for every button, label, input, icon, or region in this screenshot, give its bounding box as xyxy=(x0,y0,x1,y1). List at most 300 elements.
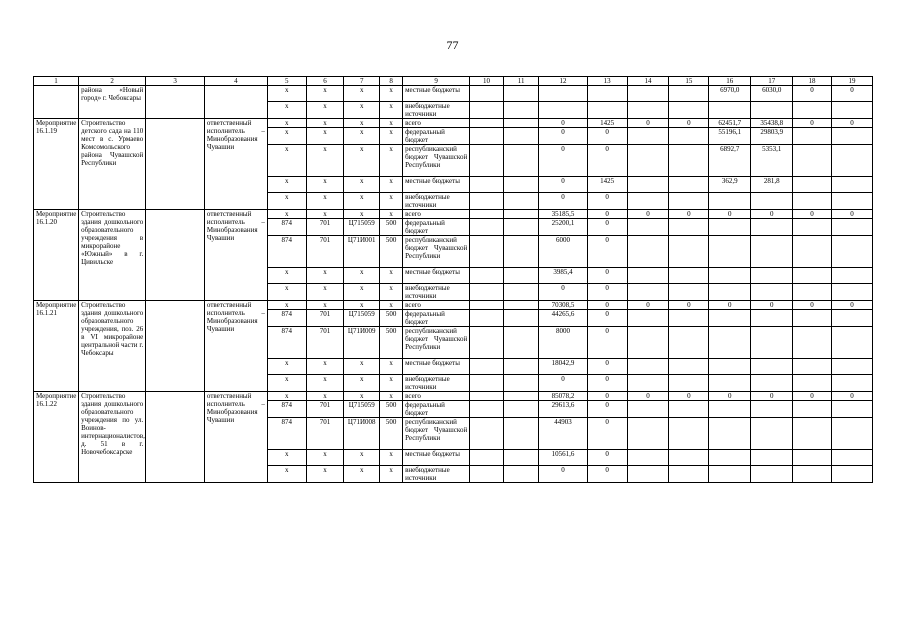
code-cell: x xyxy=(267,102,306,119)
amount-cell xyxy=(709,359,751,375)
code-cell: 874 xyxy=(267,236,306,268)
amount-cell xyxy=(831,102,872,119)
column-number: 9 xyxy=(403,77,470,86)
column-number: 3 xyxy=(146,77,205,86)
amount-cell: 0 xyxy=(587,193,627,210)
code-cell: x xyxy=(267,284,306,301)
code-cell: x xyxy=(267,145,306,177)
amount-cell: 25200,1 xyxy=(539,219,587,236)
amount-cell: 44265,6 xyxy=(539,310,587,327)
amount-cell xyxy=(627,236,669,268)
table-cell xyxy=(503,359,539,375)
amount-cell: 0 xyxy=(587,359,627,375)
table-cell xyxy=(503,418,539,450)
code-cell: x xyxy=(306,86,344,102)
amount-cell: 0 xyxy=(587,210,627,219)
amount-cell xyxy=(669,327,709,359)
amount-cell: 0 xyxy=(793,210,832,219)
amount-cell xyxy=(669,236,709,268)
amount-cell: 85078,2 xyxy=(539,392,587,401)
amount-cell xyxy=(669,359,709,375)
table-cell xyxy=(503,119,539,128)
source-label: местные бюджеты xyxy=(403,86,470,102)
amount-cell xyxy=(751,219,793,236)
code-cell: x xyxy=(306,268,344,284)
table-cell xyxy=(470,392,504,401)
amount-cell: 0 xyxy=(539,177,587,193)
table-cell xyxy=(470,219,504,236)
code-cell: 500 xyxy=(380,401,403,418)
amount-cell: 0 xyxy=(627,119,669,128)
amount-cell xyxy=(831,145,872,177)
source-label: республиканский бюджет Чувашской Республики xyxy=(403,327,470,359)
code-cell: x xyxy=(344,466,380,483)
amount-cell xyxy=(709,219,751,236)
amount-cell: 0 xyxy=(831,301,872,310)
source-label: республиканский бюджет Чувашской Республики xyxy=(403,145,470,177)
code-cell: Ц71И009 xyxy=(344,327,380,359)
amount-cell xyxy=(751,102,793,119)
code-cell: x xyxy=(306,119,344,128)
code-cell: x xyxy=(344,86,380,102)
amount-cell xyxy=(831,466,872,483)
amount-cell: 0 xyxy=(709,210,751,219)
amount-cell xyxy=(751,375,793,392)
amount-cell: 1425 xyxy=(587,177,627,193)
table-cell xyxy=(470,86,504,102)
amount-cell xyxy=(793,219,832,236)
code-cell: x xyxy=(380,193,403,210)
budget-table xyxy=(33,76,873,483)
code-cell: 701 xyxy=(306,236,344,268)
amount-cell: 0 xyxy=(669,301,709,310)
amount-cell xyxy=(669,193,709,210)
code-cell: x xyxy=(267,466,306,483)
amount-cell xyxy=(793,145,832,177)
amount-cell: 44903 xyxy=(539,418,587,450)
measure-name: Строительство детского сада на 110 мест в с. Урмаево Комсомольского района Чувашской Республики xyxy=(79,119,146,210)
amount-cell: 0 xyxy=(587,128,627,145)
source-label: местные бюджеты xyxy=(403,450,470,466)
page-number: 77 xyxy=(446,38,459,52)
table-cell xyxy=(146,86,205,119)
amount-cell xyxy=(793,268,832,284)
amount-cell xyxy=(751,193,793,210)
table-cell xyxy=(470,401,504,418)
amount-cell xyxy=(669,375,709,392)
measure-executor: ответственный исполнитель – Минобразования Чувашии xyxy=(204,392,267,483)
code-cell: 500 xyxy=(380,219,403,236)
table-cell xyxy=(503,466,539,483)
column-number: 17 xyxy=(751,77,793,86)
amount-cell xyxy=(831,284,872,301)
amount-cell xyxy=(793,418,832,450)
code-cell: 874 xyxy=(267,418,306,450)
source-label: всего xyxy=(403,210,470,219)
table-cell xyxy=(470,301,504,310)
code-cell: x xyxy=(306,450,344,466)
amount-cell: 0 xyxy=(709,301,751,310)
column-number: 11 xyxy=(503,77,539,86)
amount-cell xyxy=(627,284,669,301)
code-cell: x xyxy=(344,145,380,177)
code-cell: x xyxy=(306,301,344,310)
column-number: 12 xyxy=(539,77,587,86)
table-cell xyxy=(146,392,205,483)
code-cell: x xyxy=(380,359,403,375)
amount-cell xyxy=(627,359,669,375)
amount-cell: 62451,7 xyxy=(709,119,751,128)
code-cell: 701 xyxy=(306,327,344,359)
column-number: 14 xyxy=(627,77,669,86)
table-cell xyxy=(470,310,504,327)
amount-cell xyxy=(793,284,832,301)
table-cell xyxy=(503,284,539,301)
amount-cell xyxy=(539,86,587,102)
amount-cell xyxy=(587,86,627,102)
code-cell: x xyxy=(344,359,380,375)
amount-cell xyxy=(627,86,669,102)
amount-cell xyxy=(831,327,872,359)
amount-cell xyxy=(669,466,709,483)
amount-cell xyxy=(751,359,793,375)
code-cell: x xyxy=(380,301,403,310)
measure-id xyxy=(34,86,79,119)
amount-cell xyxy=(793,327,832,359)
column-number: 19 xyxy=(831,77,872,86)
amount-cell xyxy=(669,310,709,327)
column-number: 13 xyxy=(587,77,627,86)
source-label: федеральный бюджет xyxy=(403,310,470,327)
amount-cell: 0 xyxy=(793,392,832,401)
amount-cell xyxy=(587,102,627,119)
table-row xyxy=(34,86,873,102)
table-cell xyxy=(146,119,205,210)
table-cell xyxy=(503,210,539,219)
source-label: местные бюджеты xyxy=(403,268,470,284)
code-cell: Ц715059 xyxy=(344,401,380,418)
code-cell: x xyxy=(306,284,344,301)
source-label: внебюджетные источники xyxy=(403,375,470,392)
column-number: 2 xyxy=(79,77,146,86)
source-label: местные бюджеты xyxy=(403,359,470,375)
amount-cell xyxy=(627,102,669,119)
code-cell: x xyxy=(306,128,344,145)
table-cell xyxy=(470,210,504,219)
source-label: федеральный бюджет xyxy=(403,401,470,418)
amount-cell xyxy=(627,401,669,418)
amount-cell: 0 xyxy=(587,327,627,359)
measure-executor xyxy=(204,86,267,119)
column-number: 10 xyxy=(470,77,504,86)
amount-cell: 0 xyxy=(587,450,627,466)
code-cell: Ц715059 xyxy=(344,219,380,236)
measure-name: Строительство здания дошкольного образовательного учреждения, поз. 26 в VI микрорайоне центральной части г. Чебоксары xyxy=(79,301,146,392)
code-cell: x xyxy=(380,128,403,145)
amount-cell: 0 xyxy=(751,301,793,310)
code-cell: x xyxy=(344,268,380,284)
amount-cell: 0 xyxy=(627,301,669,310)
table-cell xyxy=(503,193,539,210)
amount-cell: 6892,7 xyxy=(709,145,751,177)
code-cell: x xyxy=(267,128,306,145)
amount-cell xyxy=(793,401,832,418)
amount-cell xyxy=(751,327,793,359)
amount-cell: 0 xyxy=(627,210,669,219)
amount-cell xyxy=(669,128,709,145)
amount-cell xyxy=(751,418,793,450)
amount-cell: 0 xyxy=(539,128,587,145)
code-cell: x xyxy=(380,86,403,102)
amount-cell xyxy=(669,177,709,193)
table-cell xyxy=(503,86,539,102)
amount-cell: 0 xyxy=(831,119,872,128)
amount-cell: 0 xyxy=(751,392,793,401)
table-cell xyxy=(503,177,539,193)
amount-cell xyxy=(709,102,751,119)
code-cell: 701 xyxy=(306,310,344,327)
code-cell: x xyxy=(267,268,306,284)
amount-cell: 0 xyxy=(587,301,627,310)
code-cell: x xyxy=(380,450,403,466)
table-cell xyxy=(470,145,504,177)
code-cell: x xyxy=(267,359,306,375)
amount-cell xyxy=(793,236,832,268)
amount-cell xyxy=(751,466,793,483)
amount-cell xyxy=(539,102,587,119)
column-number: 6 xyxy=(306,77,344,86)
amount-cell: 0 xyxy=(587,268,627,284)
amount-cell: 0 xyxy=(539,466,587,483)
amount-cell xyxy=(627,219,669,236)
code-cell: x xyxy=(380,145,403,177)
amount-cell xyxy=(709,466,751,483)
amount-cell xyxy=(793,466,832,483)
code-cell: x xyxy=(380,392,403,401)
amount-cell: 0 xyxy=(793,86,832,102)
amount-cell xyxy=(793,193,832,210)
amount-cell xyxy=(627,145,669,177)
amount-cell xyxy=(831,401,872,418)
amount-cell xyxy=(627,418,669,450)
code-cell: x xyxy=(306,392,344,401)
code-cell: 874 xyxy=(267,327,306,359)
source-label: республиканский бюджет Чувашской Республики xyxy=(403,418,470,450)
amount-cell: 0 xyxy=(539,119,587,128)
amount-cell: 35438,8 xyxy=(751,119,793,128)
code-cell: Ц71И001 xyxy=(344,236,380,268)
code-cell: x xyxy=(380,210,403,219)
table-row xyxy=(34,210,873,219)
amount-cell xyxy=(831,236,872,268)
code-cell: 701 xyxy=(306,418,344,450)
amount-cell: 29803,9 xyxy=(751,128,793,145)
amount-cell: 281,8 xyxy=(751,177,793,193)
amount-cell: 6030,0 xyxy=(751,86,793,102)
table-cell xyxy=(503,219,539,236)
source-label: местные бюджеты xyxy=(403,177,470,193)
amount-cell: 35185,5 xyxy=(539,210,587,219)
amount-cell xyxy=(709,193,751,210)
code-cell: x xyxy=(344,210,380,219)
code-cell: x xyxy=(267,177,306,193)
amount-cell xyxy=(627,375,669,392)
amount-cell xyxy=(669,219,709,236)
code-cell: x xyxy=(380,268,403,284)
code-cell: x xyxy=(380,102,403,119)
table-cell xyxy=(470,375,504,392)
amount-cell: 0 xyxy=(709,392,751,401)
amount-cell xyxy=(709,310,751,327)
amount-cell: 0 xyxy=(793,119,832,128)
amount-cell xyxy=(793,128,832,145)
amount-cell xyxy=(669,268,709,284)
amount-cell xyxy=(627,177,669,193)
code-cell: 500 xyxy=(380,327,403,359)
amount-cell xyxy=(831,193,872,210)
amount-cell: 29613,6 xyxy=(539,401,587,418)
amount-cell: 10561,6 xyxy=(539,450,587,466)
amount-cell xyxy=(793,359,832,375)
code-cell: x xyxy=(306,359,344,375)
table-cell xyxy=(470,236,504,268)
amount-cell xyxy=(709,284,751,301)
column-number: 16 xyxy=(709,77,751,86)
table-cell xyxy=(470,193,504,210)
amount-cell xyxy=(793,450,832,466)
amount-cell xyxy=(669,450,709,466)
code-cell: x xyxy=(267,375,306,392)
table-cell xyxy=(470,466,504,483)
amount-cell: 0 xyxy=(587,145,627,177)
amount-cell: 6970,0 xyxy=(709,86,751,102)
table-cell xyxy=(146,210,205,301)
code-cell: x xyxy=(267,86,306,102)
code-cell: x xyxy=(344,301,380,310)
amount-cell xyxy=(709,268,751,284)
code-cell: x xyxy=(267,210,306,219)
column-number: 1 xyxy=(34,77,79,86)
source-label: всего xyxy=(403,392,470,401)
table-cell xyxy=(503,128,539,145)
table-cell xyxy=(470,119,504,128)
table-cell xyxy=(470,128,504,145)
amount-cell: 0 xyxy=(587,375,627,392)
amount-cell: 6000 xyxy=(539,236,587,268)
amount-cell xyxy=(831,418,872,450)
amount-cell xyxy=(669,401,709,418)
amount-cell xyxy=(627,310,669,327)
amount-cell: 0 xyxy=(587,418,627,450)
amount-cell: 0 xyxy=(669,210,709,219)
amount-cell: 0 xyxy=(539,145,587,177)
amount-cell: 1425 xyxy=(587,119,627,128)
amount-cell xyxy=(627,450,669,466)
measure-executor: ответственный исполнитель – Минобразования Чувашии xyxy=(204,119,267,210)
amount-cell: 0 xyxy=(793,301,832,310)
amount-cell: 0 xyxy=(539,284,587,301)
amount-cell xyxy=(831,375,872,392)
code-cell: x xyxy=(344,177,380,193)
table-cell xyxy=(503,301,539,310)
amount-cell xyxy=(793,177,832,193)
code-cell: 500 xyxy=(380,310,403,327)
code-cell: x xyxy=(344,450,380,466)
code-cell: x xyxy=(344,193,380,210)
amount-cell xyxy=(751,284,793,301)
source-label: федеральный бюджет xyxy=(403,219,470,236)
amount-cell xyxy=(709,375,751,392)
code-cell: x xyxy=(380,177,403,193)
amount-cell xyxy=(709,236,751,268)
code-cell: x xyxy=(267,450,306,466)
table-cell xyxy=(503,268,539,284)
measure-name: района «Новый город» г. Чебоксары xyxy=(79,86,146,119)
table-cell xyxy=(470,284,504,301)
code-cell: x xyxy=(267,193,306,210)
amount-cell xyxy=(831,359,872,375)
code-cell: 701 xyxy=(306,219,344,236)
code-cell: x xyxy=(306,210,344,219)
code-cell: x xyxy=(267,119,306,128)
column-number: 18 xyxy=(793,77,832,86)
code-cell: x xyxy=(380,375,403,392)
code-cell: x xyxy=(267,301,306,310)
amount-cell: 70308,5 xyxy=(539,301,587,310)
code-cell: x xyxy=(344,128,380,145)
column-number: 4 xyxy=(204,77,267,86)
table-cell xyxy=(503,327,539,359)
code-cell: 500 xyxy=(380,236,403,268)
code-cell: x xyxy=(344,392,380,401)
amount-cell xyxy=(831,450,872,466)
amount-cell xyxy=(831,268,872,284)
amount-cell: 0 xyxy=(751,210,793,219)
amount-cell xyxy=(669,418,709,450)
table-cell xyxy=(470,327,504,359)
code-cell: x xyxy=(306,102,344,119)
amount-cell xyxy=(669,86,709,102)
amount-cell xyxy=(751,401,793,418)
amount-cell: 0 xyxy=(587,310,627,327)
source-label: республиканский бюджет Чувашской Республики xyxy=(403,236,470,268)
amount-cell: 8000 xyxy=(539,327,587,359)
amount-cell: 0 xyxy=(669,392,709,401)
code-cell: Ц71И008 xyxy=(344,418,380,450)
code-cell: 500 xyxy=(380,418,403,450)
table-cell xyxy=(470,102,504,119)
measure-executor: ответственный исполнитель – Минобразования Чувашии xyxy=(204,210,267,301)
amount-cell xyxy=(831,219,872,236)
amount-cell xyxy=(627,268,669,284)
table-cell xyxy=(503,102,539,119)
amount-cell: 0 xyxy=(587,284,627,301)
measure-id: Мероприятие 16.1.20 xyxy=(34,210,79,301)
amount-cell xyxy=(793,310,832,327)
measure-id: Мероприятие 16.1.19 xyxy=(34,119,79,210)
code-cell: x xyxy=(380,466,403,483)
amount-cell xyxy=(709,418,751,450)
code-cell: 701 xyxy=(306,401,344,418)
source-label: внебюджетные источники xyxy=(403,284,470,301)
table-cell xyxy=(470,177,504,193)
code-cell: x xyxy=(380,119,403,128)
column-number: 15 xyxy=(669,77,709,86)
amount-cell: 0 xyxy=(831,392,872,401)
measure-name: Строительство здания дошкольного образовательного учреждения в микрорайоне «Южный» в г. Цивильске xyxy=(79,210,146,301)
table-cell xyxy=(470,359,504,375)
table-cell xyxy=(503,145,539,177)
